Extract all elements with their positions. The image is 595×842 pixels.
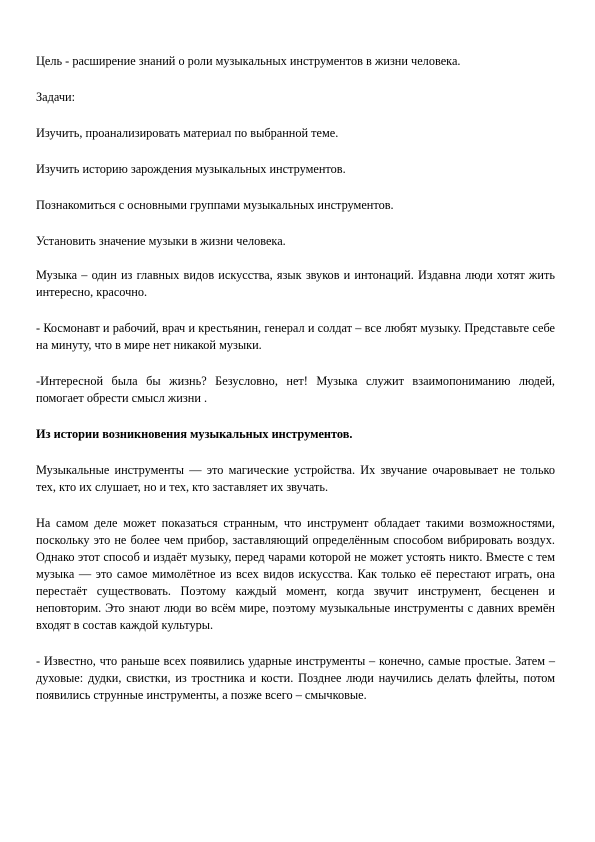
paragraph-music: Музыка – один из главных видов искусства, язык звуков и интонаций. Издавна люди хотят жить интересно, красочно.: [36, 268, 555, 299]
tasks-heading: Задачи:: [36, 90, 76, 104]
task-item-4: Установить значение музыки в жизни человека.: [36, 234, 286, 248]
task-item-1: Изучить, проанализировать материал по выбранной теме.: [36, 126, 339, 140]
task-item-3: Познакомиться с основными группами музыкальных инструментов.: [36, 198, 394, 212]
paragraph-life: -Интересной была бы жизнь? Безусловно, нет! Музыка служит взаимопониманию людей, помогает обрести смысл жизни .: [36, 374, 555, 405]
goal-text: Цель - расширение знаний о роли музыкальных инструментов в жизни человека.: [36, 54, 461, 68]
paragraph-strange: На самом деле может показаться странным, что инструмент обладает такими возможностями, поскольку это не более чем прибор, заставляющий определённым способом вибрировать воздух. Однако этот способ и издаёт музыку, перед чарами которой не может устоять никто. Вместе с тем музыка — это самое мимолётное из всех видов искусства. Как только её перестают играть, она перестаёт существовать. Поэтому каждый момент, когда звучит инструмент, бесценен и неповторим. Это знают люди во всём мире, поэтому музыкальные инструменты с давних времён входят в состав каждой культуры.: [36, 516, 555, 632]
task-item-2: Изучить историю зарождения музыкальных инструментов.: [36, 162, 346, 176]
paragraph-cosmonaut: - Космонавт и рабочий, врач и крестьянин, генерал и солдат – все любят музыку. Представьте себе на минуту, что в мире нет никакой музыки.: [36, 321, 555, 352]
paragraph-instruments: Музыкальные инструменты — это магические устройства. Их звучание очаровывает не только тех, кто их слушает, но и тех, кто заставляет их звучать.: [36, 463, 555, 494]
history-heading: Из истории возникновения музыкальных инструментов.: [36, 427, 353, 441]
paragraph-percussion: - Известно, что раньше всех появились ударные инструменты – конечно, самые простые. Затем – духовые: дудки, свистки, из тростника и кости. Позднее люди научились делать флейты, потом появились струнные инструменты, а позже всего – смычковые.: [36, 654, 555, 702]
